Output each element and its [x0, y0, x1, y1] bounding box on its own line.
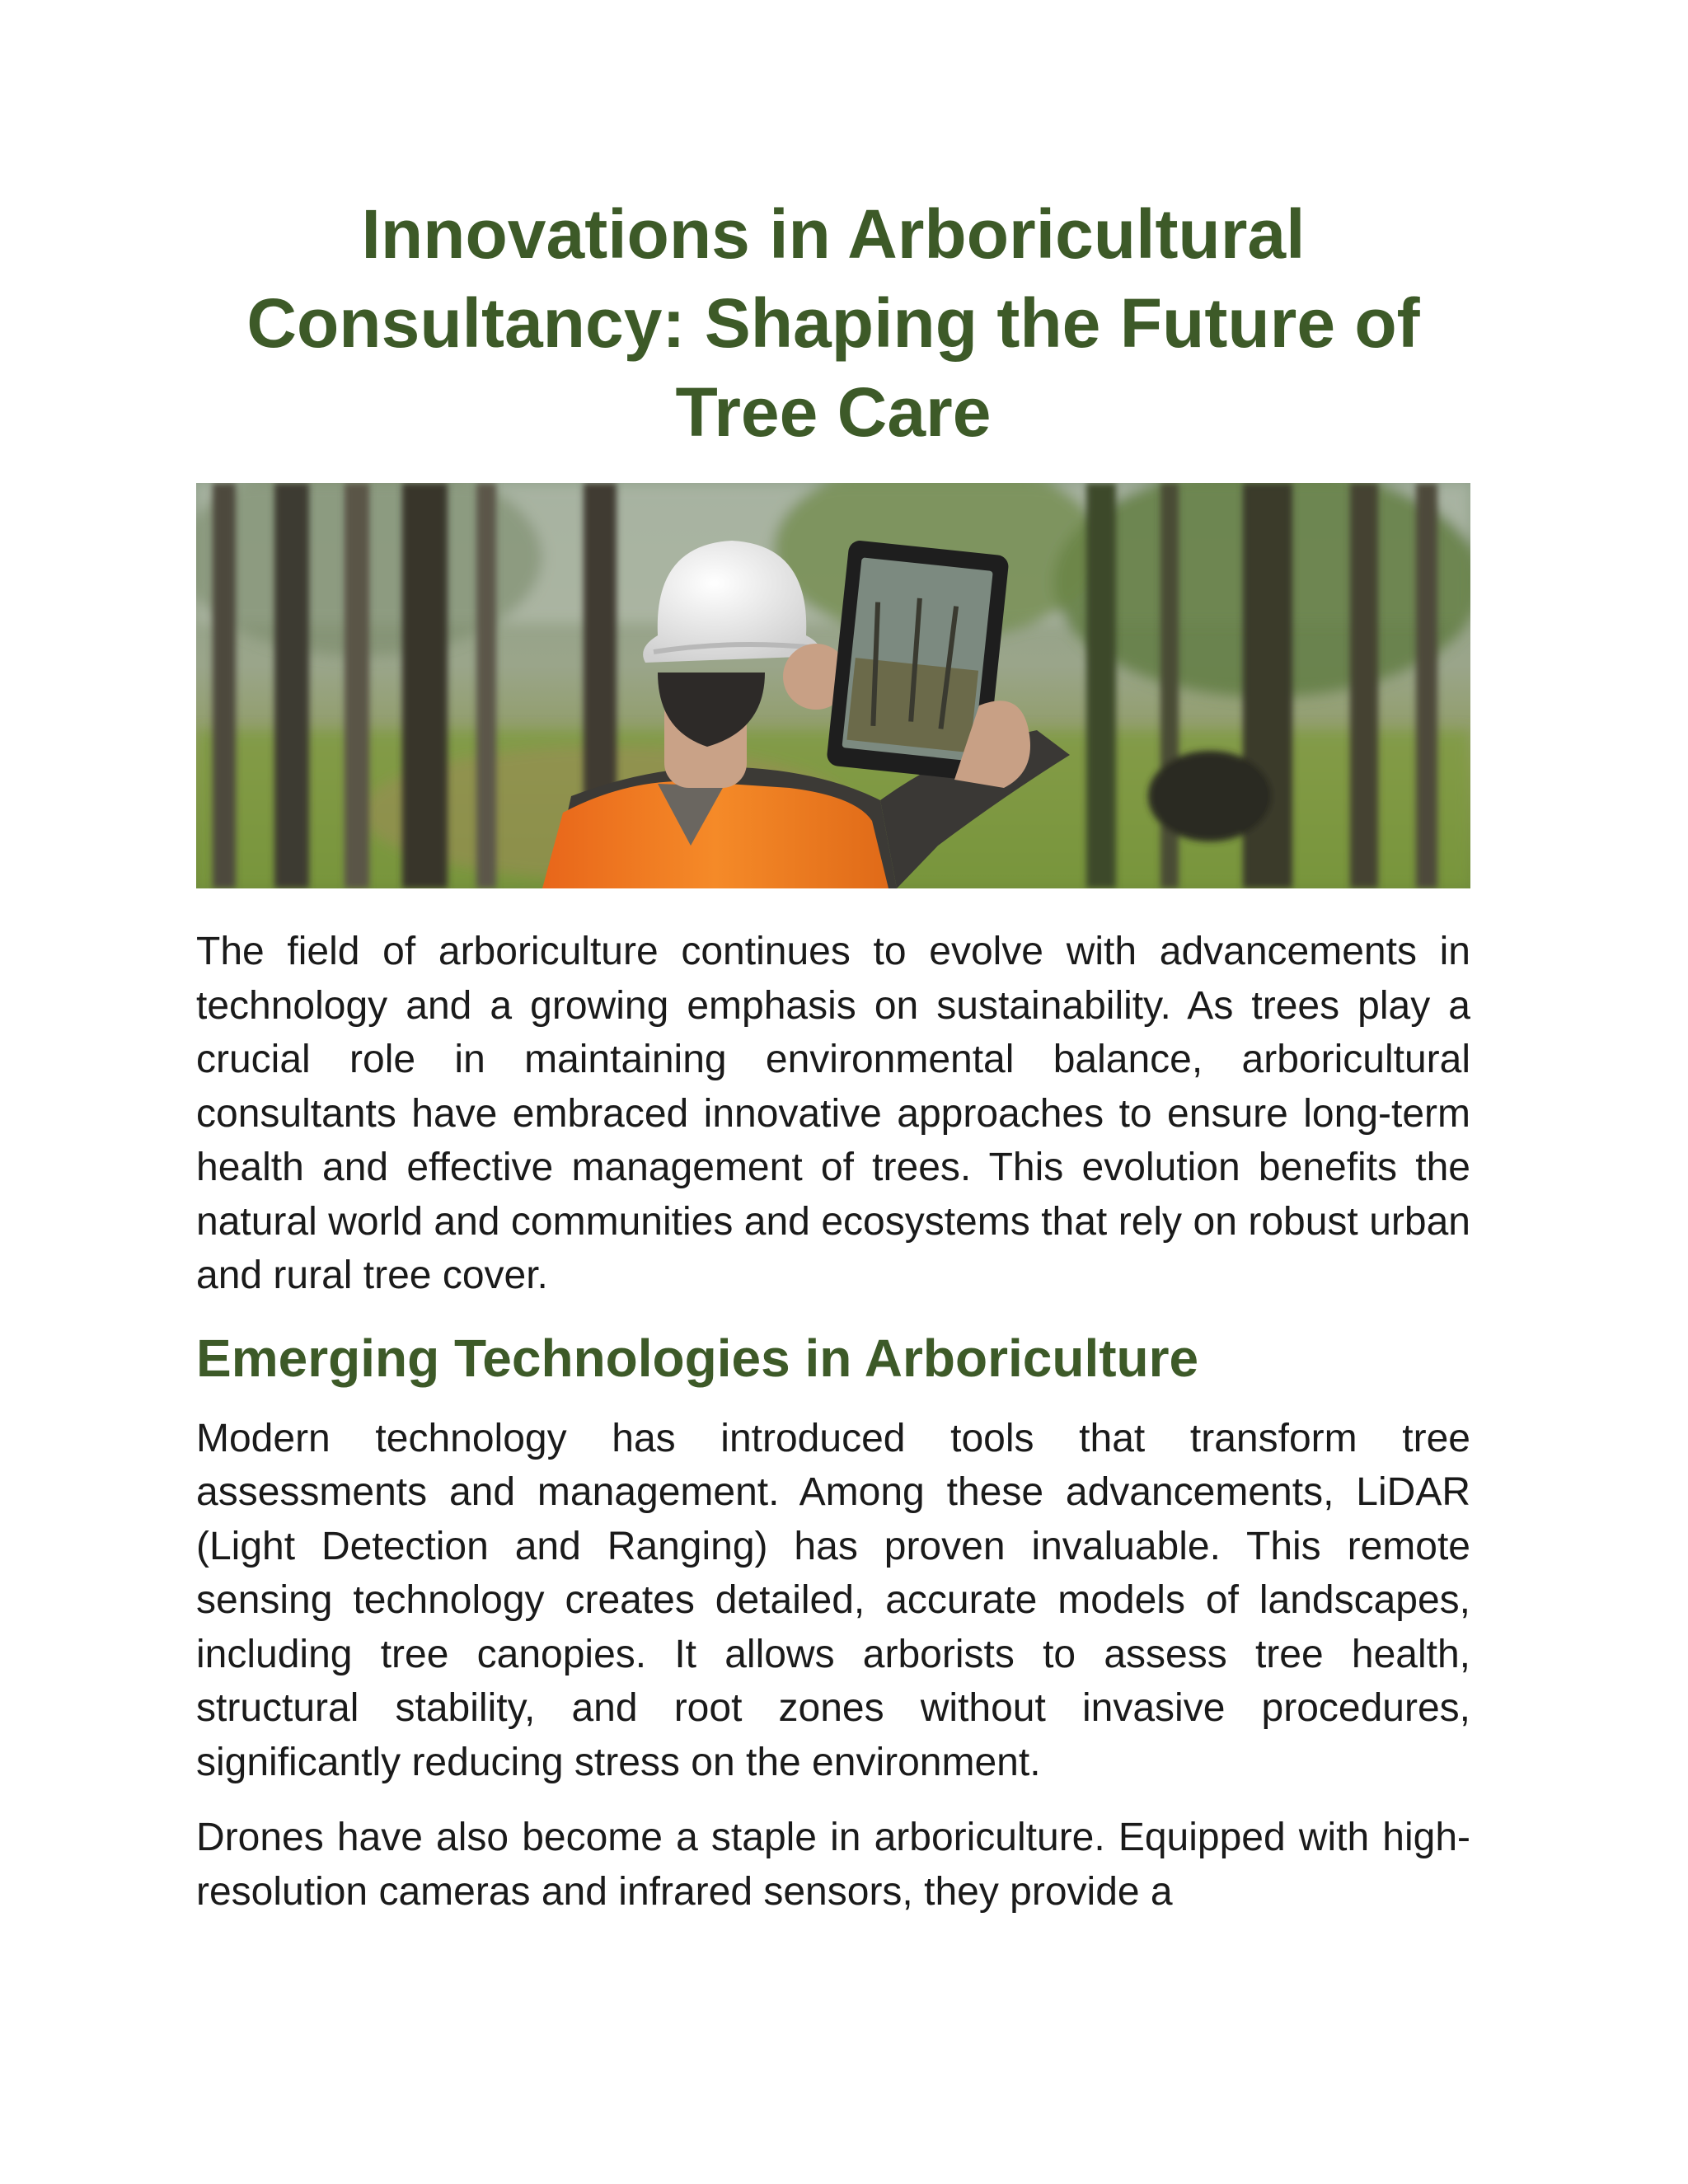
section-heading: Emerging Technologies in Arboriculture: [196, 1328, 1199, 1388]
section-paragraph-2: Drones have also become a staple in arboriculture. Equipped with high-resolution cameras and infrared sensors, they provide a: [196, 1816, 1470, 1914]
section-paragraph-1: Modern technology has introduced tools that transform tree assessments and management. Among these advancements, LiDAR (Light Detection and Ranging) has proven invaluable. This remote sensing technology creates detailed, accurate models of landscapes, including tree canopies. It allows arborists to assess tree health, structural stability, and root zones without invasive procedures, significantly reducing stress on the environment.: [196, 1416, 1470, 1784]
document-page: [196, 190, 1470, 1919]
intro-paragraph: The field of arboriculture continues to evolve with advancements in technology and a growing emphasis on sustainability. As trees play a crucial role in maintaining environmental balance, arboricultural consultants have embraced innovative approaches to ensure long-term health and effective management of trees. This evolution benefits the natural world and communities and ecosystems that rely on robust urban and rural tree cover.: [196, 930, 1470, 1297]
page-title: Innovations in Arboricultural Consultancy: Shaping the Future of Tree Care: [246, 195, 1420, 451]
hero-image-arborist-icon: [196, 483, 1470, 888]
